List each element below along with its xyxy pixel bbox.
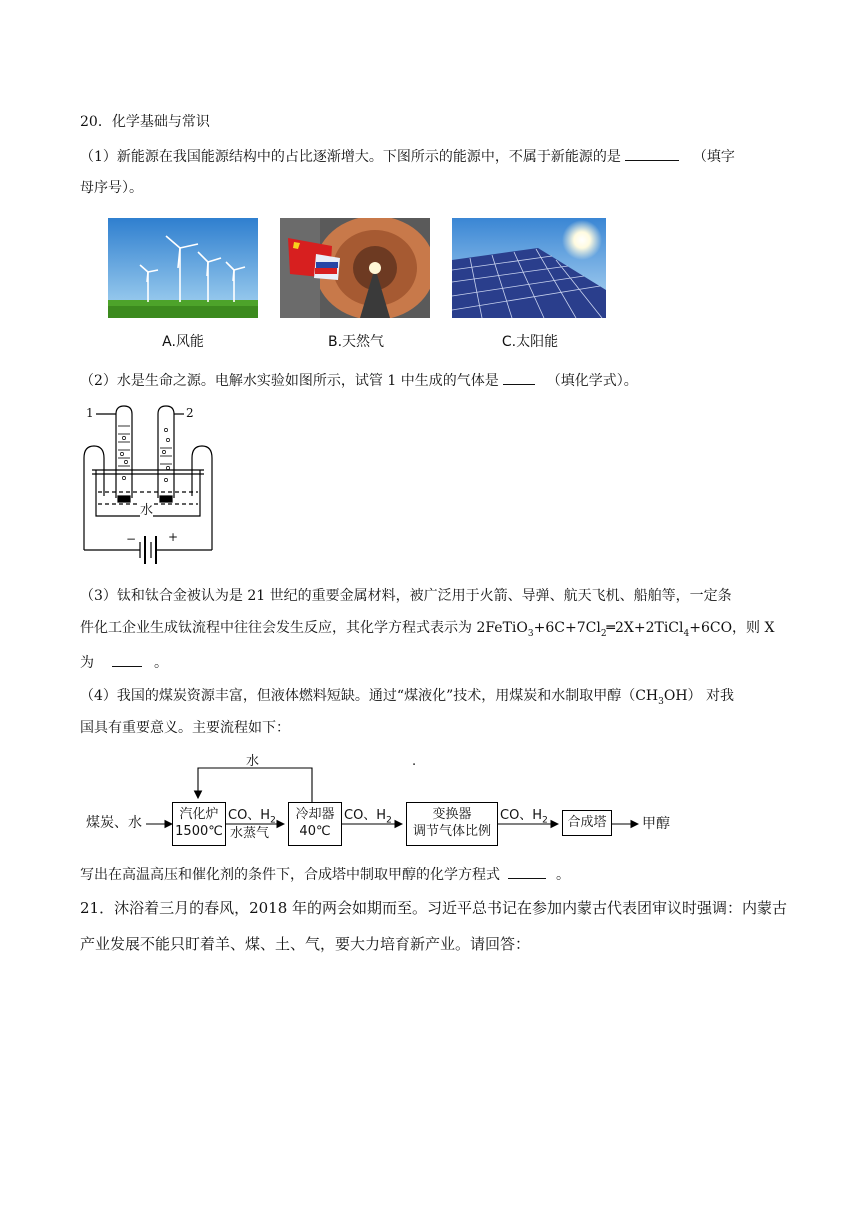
gas-output-3: CO、$H_2$ — [500, 808, 548, 826]
q20-part4-line2: 国具有重要意义。主要流程如下： — [80, 720, 290, 736]
q20-part3-prefix: 为 — [80, 655, 94, 671]
formula-sub: 3 — [658, 696, 664, 707]
converter-function: 调节气体比例 — [412, 824, 491, 839]
answer-blank-4[interactable] — [508, 864, 546, 879]
caption-natural-gas: B.天然气 — [327, 334, 385, 350]
cooler-temperature: 40℃ — [299, 824, 331, 839]
question-21-line1: 21．沐浴着三月的春风，2018 年的两会如期而至。习近平总书记在参加内蒙古代表团审议时强调：内蒙古 — [80, 899, 788, 917]
caption-wind-energy: A.风能 — [162, 334, 204, 350]
methanol-process-flow-diagram — [86, 754, 686, 854]
converter-box — [406, 802, 498, 846]
electrolysis-apparatus-diagram — [82, 400, 216, 570]
q20-part4-text: （4）我国的煤炭资源丰富，但液体燃料短缺。通过“煤液化”技术，用煤炭和水制取甲醇（CH — [80, 688, 659, 704]
q20-part1-line2: 母序号）。 — [80, 180, 143, 196]
q20-part4-question-text: 写出在高温高压和催化剂的条件下，合成塔中制取甲醇的化学方程式 — [80, 867, 500, 883]
answer-blank-3[interactable] — [112, 652, 142, 667]
q20-part3-line3 — [80, 652, 168, 673]
solar-panel-image — [452, 218, 606, 318]
gas-output-2: CO、$H_2$ — [344, 808, 392, 826]
converter-name: 变换器 — [432, 807, 472, 822]
q20-part1-line1 — [80, 146, 735, 167]
gasifier-name: 汽化炉 — [179, 807, 219, 822]
methanol-output-label: 甲醇 — [642, 816, 670, 832]
q20-part3-line1: （3）钛和钛合金被认为是 21 世纪的重要金属材料，被广泛用于火箭、导弹、航天飞机、船舶等，一定条 — [80, 588, 732, 604]
q20-part3-line2 — [80, 618, 774, 638]
synthesis-tower-box — [562, 810, 612, 836]
steam-label: 水蒸气 — [230, 826, 270, 841]
natural-gas-pipeline-image — [280, 218, 430, 318]
negative-terminal-label: − — [126, 532, 137, 546]
equation-text: 件化工企业生成钛流程中往往会发生反应，其化学方程式表示为 2FeTiO — [80, 620, 528, 636]
q20-part1-text: （1）新能源在我国能源结构中的占比逐渐增大。下图所示的能源中，不属于新能源的是 — [80, 149, 621, 165]
q20-part3-suffix: 。 — [154, 655, 168, 671]
gasifier-temperature: 1500℃ — [175, 824, 223, 839]
equation-sub: 2 — [600, 628, 607, 639]
q20-part4-text: OH） 对我 — [663, 688, 735, 704]
answer-blank-1[interactable] — [625, 146, 679, 161]
equation-sub: 4 — [683, 628, 690, 639]
gasifier-box — [172, 802, 226, 846]
q20-part4-question — [80, 864, 570, 885]
synthesis-tower-name: 合成塔 — [567, 815, 607, 830]
equation-text: +6CO，则 X — [689, 620, 775, 636]
positive-terminal-label: + — [168, 530, 179, 544]
caption-solar-energy: C.太阳能 — [501, 334, 559, 350]
equation-text: +6C+7Cl — [533, 620, 601, 636]
q20-part2-text: （2）水是生命之源。电解水实验如图所示，试管 1 中生成的气体是 — [80, 373, 499, 389]
stray-dot: . — [412, 754, 417, 769]
cooler-name: 冷却器 — [295, 807, 335, 822]
q20-part4-line1 — [80, 686, 734, 706]
cooler-box — [288, 802, 342, 846]
q20-part2-note: （填化学式）。 — [546, 373, 638, 389]
question-20-title: 20．化学基础与常识 — [80, 114, 210, 130]
answer-blank-2[interactable] — [503, 370, 535, 385]
q20-part1-note: （填字 — [692, 149, 735, 165]
equation-text: ═2X+2TiCl — [606, 620, 684, 636]
tube-2-label: 2 — [186, 406, 194, 420]
tube-1-label: 1 — [86, 406, 94, 420]
wind-turbines-image — [108, 218, 258, 318]
q20-part2-line — [80, 370, 638, 391]
equation-sub: 3 — [527, 628, 534, 639]
water-return-label: 水 — [246, 754, 260, 769]
q20-part4-question-suffix: 。 — [556, 867, 570, 883]
water-label: 水 — [140, 499, 153, 518]
flow-input-label: 煤炭、水 — [86, 815, 142, 831]
question-21-line2: 产业发展不能只盯着羊、煤、土、气，要大力培育新产业。请回答： — [80, 935, 531, 953]
gas-output-1: CO、$H_2$ — [228, 808, 276, 826]
